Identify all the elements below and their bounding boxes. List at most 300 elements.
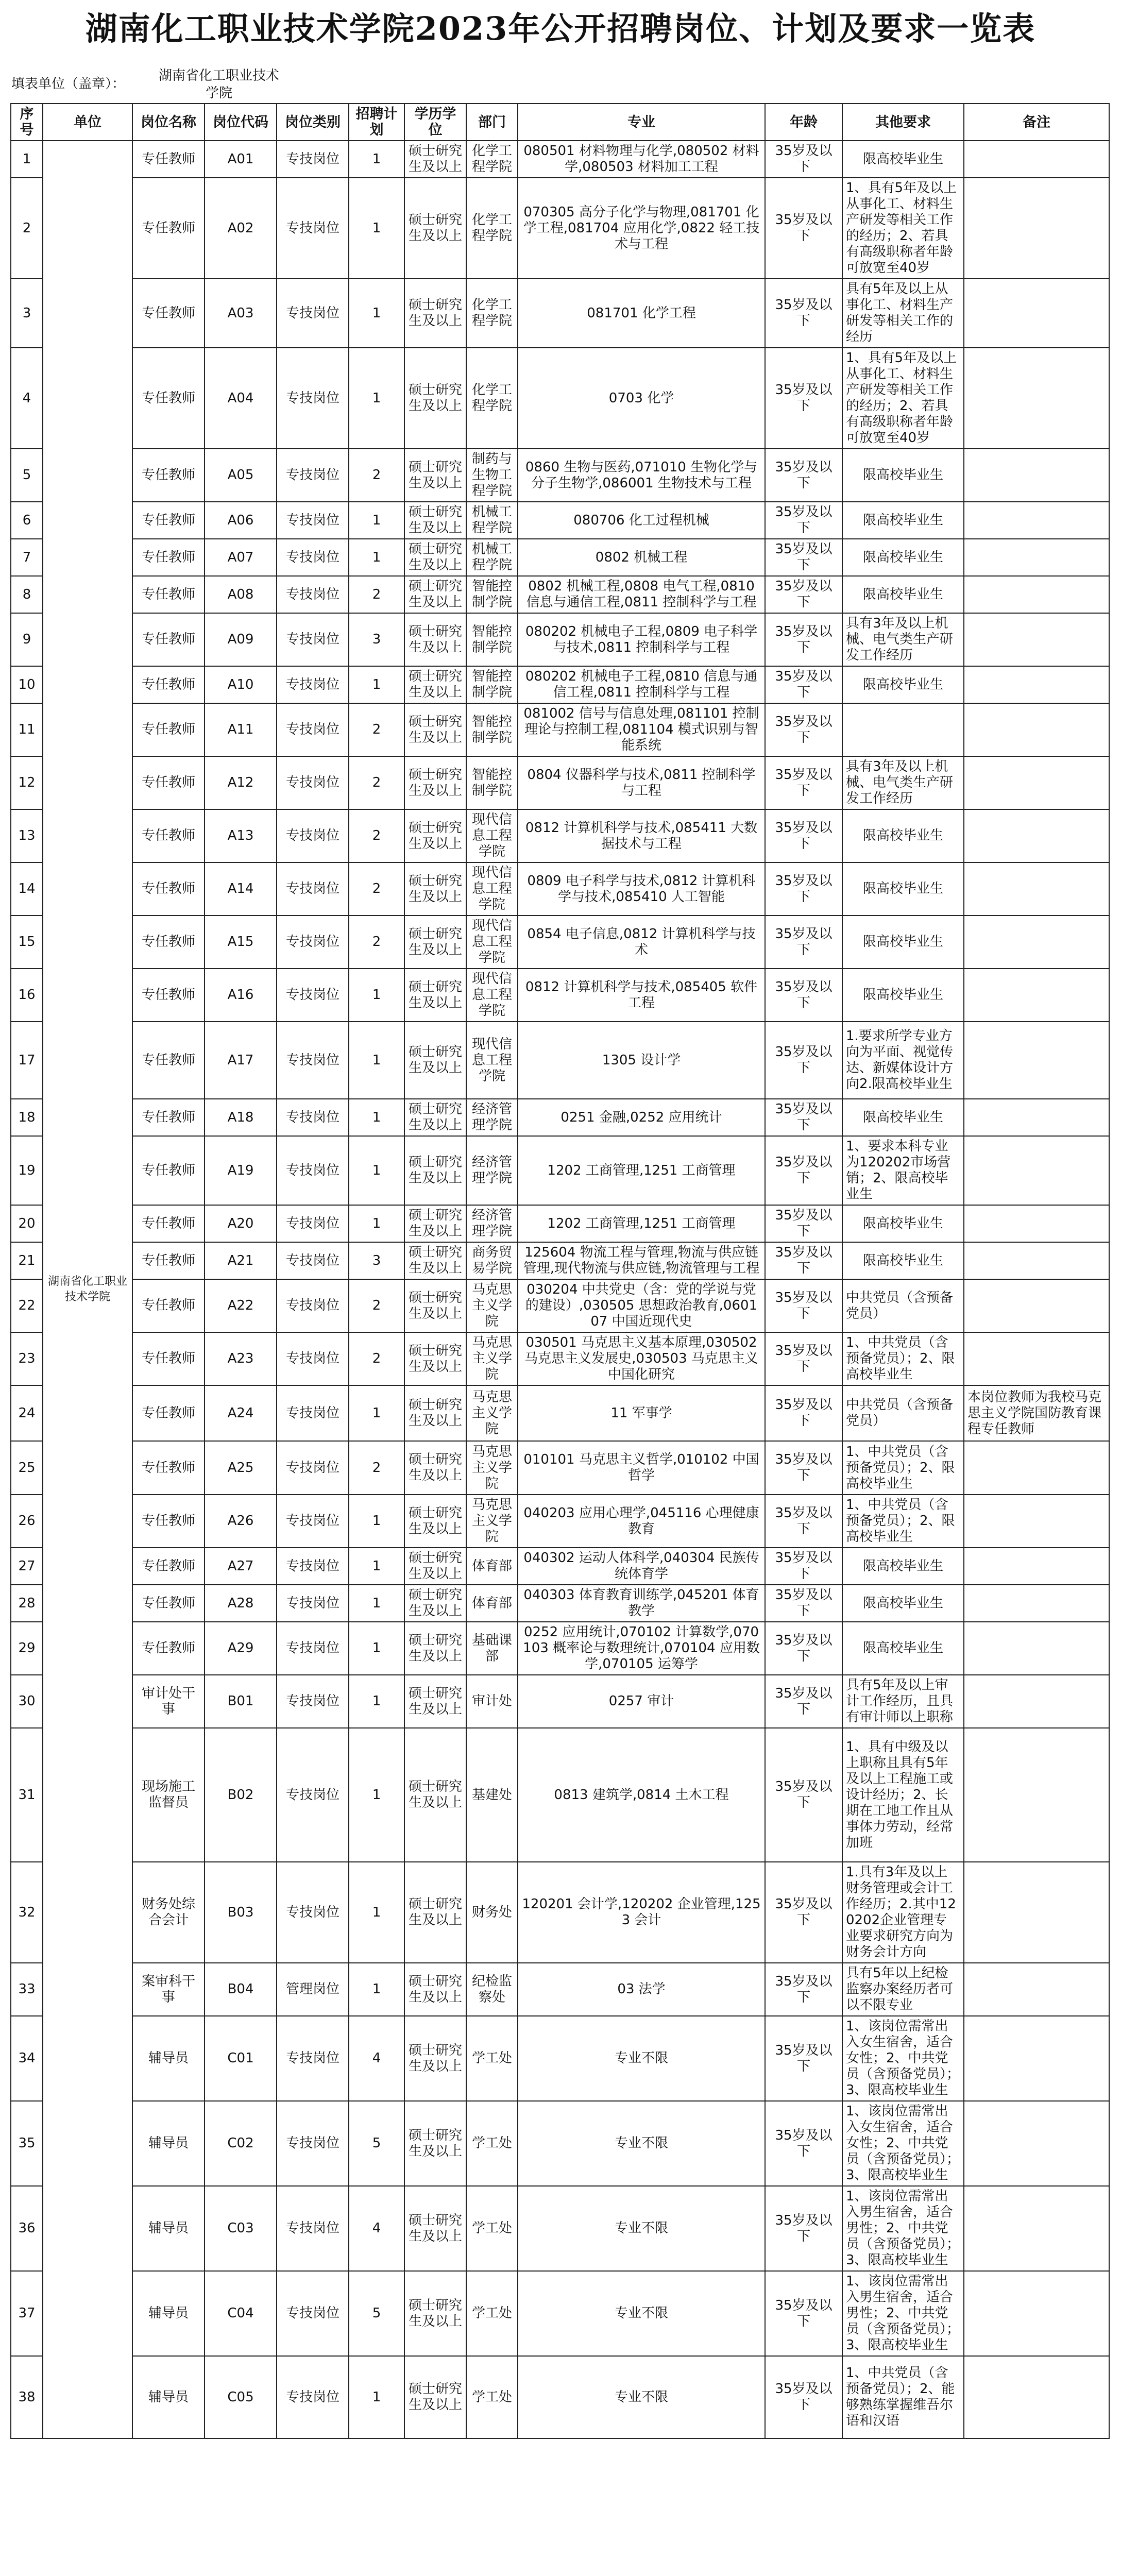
cell-row-number: 21 [11,1242,43,1279]
header-remarks: 备注 [964,104,1109,141]
cell-age: 35岁及以下 [765,1279,842,1332]
cell-age: 35岁及以下 [765,1242,842,1279]
cell-major: 125604 物流工程与管理,物流与供应链管理,现代物流与供应链,物流管理与工程 [518,1242,765,1279]
table-row [11,2186,1109,2271]
cell-post-name: 专任教师 [132,1205,205,1242]
cell-major: 080706 化工过程机械 [518,502,765,539]
cell-age: 35岁及以下 [765,1585,842,1622]
cell-major: 专业不限 [518,2101,765,2186]
cell-post-name: 专任教师 [132,1548,205,1585]
cell-plan-count: 1 [349,348,404,449]
cell-post-category: 专技岗位 [277,1495,349,1548]
cell-post-category: 专技岗位 [277,756,349,809]
cell-unit: 湖南省化工职业技术学院 [43,141,132,2438]
cell-row-number: 37 [11,2271,43,2356]
header-unit: 单位 [43,104,132,141]
cell-education: 硕士研究生及以上 [404,1022,466,1099]
cell-education: 硕士研究生及以上 [404,1548,466,1585]
cell-post-name: 专任教师 [132,969,205,1022]
cell-post-code: A24 [205,1385,277,1441]
cell-remarks [964,1963,1109,2016]
cell-age: 35岁及以下 [765,178,842,279]
header-post-name: 岗位名称 [132,104,205,141]
header-plan-count: 招聘计划 [349,104,404,141]
cell-post-name: 专任教师 [132,502,205,539]
cell-post-name: 专任教师 [132,666,205,703]
cell-remarks [964,666,1109,703]
cell-row-number: 11 [11,703,43,756]
header-department: 部门 [466,104,518,141]
cell-row-number: 30 [11,1675,43,1728]
table-row [11,178,1109,279]
header-row-number: 序号 [11,104,43,141]
cell-other-requirements: 1.具有3年及以上财务管理或会计工作经历；2.其中120202企业管理专业要求研究方向为财务会计方向 [842,1862,964,1963]
cell-remarks [964,1441,1109,1495]
cell-plan-count: 2 [349,1332,404,1385]
cell-post-code: A06 [205,502,277,539]
cell-major: 040302 运动人体科学,040304 民族传统体育学 [518,1548,765,1585]
cell-post-name: 专任教师 [132,1585,205,1622]
cell-other-requirements: 1、具有中级及以上职称且具有5年及以上工程施工或设计经历；2、长期在工地工作且从事体力劳动，经常加班 [842,1728,964,1862]
cell-remarks [964,2016,1109,2101]
cell-plan-count: 1 [349,539,404,576]
cell-row-number: 24 [11,1385,43,1441]
cell-post-code: A04 [205,348,277,449]
cell-major: 080202 机械电子工程,0810 信息与通信工程,0811 控制科学与工程 [518,666,765,703]
cell-other-requirements: 1.要求所学专业方向为平面、视觉传达、新媒体设计方向2.限高校毕业生 [842,1022,964,1099]
cell-post-name: 专任教师 [132,279,205,348]
cell-post-category: 专技岗位 [277,1205,349,1242]
cell-post-category: 专技岗位 [277,279,349,348]
cell-department: 化学工程学院 [466,348,518,449]
cell-plan-count: 3 [349,1242,404,1279]
header-age: 年龄 [765,104,842,141]
cell-major: 0802 机械工程 [518,539,765,576]
cell-post-code: A22 [205,1279,277,1332]
cell-major: 0860 生物与医药,071010 生物化学与分子生物学,086001 生物技术与工程 [518,449,765,502]
cell-education: 硕士研究生及以上 [404,1205,466,1242]
cell-education: 硕士研究生及以上 [404,862,466,916]
cell-post-code: A23 [205,1332,277,1385]
cell-department: 商务贸易学院 [466,1242,518,1279]
cell-other-requirements: 限高校毕业生 [842,1242,964,1279]
cell-other-requirements: 限高校毕业生 [842,576,964,613]
cell-education: 硕士研究生及以上 [404,178,466,279]
cell-remarks [964,1332,1109,1385]
cell-other-requirements: 限高校毕业生 [842,916,964,969]
cell-post-category: 专技岗位 [277,1675,349,1728]
table-row [11,666,1109,703]
table-row [11,1862,1109,1963]
cell-plan-count: 1 [349,1585,404,1622]
cell-education: 硕士研究生及以上 [404,2186,466,2271]
cell-department: 马克思主义学院 [466,1495,518,1548]
cell-major: 0812 计算机科学与技术,085405 软件工程 [518,969,765,1022]
cell-plan-count: 1 [349,141,404,178]
cell-post-category: 专技岗位 [277,1099,349,1136]
cell-plan-count: 1 [349,1022,404,1099]
cell-education: 硕士研究生及以上 [404,1585,466,1622]
cell-other-requirements: 限高校毕业生 [842,449,964,502]
cell-post-code: A09 [205,613,277,666]
cell-age: 35岁及以下 [765,539,842,576]
cell-education: 硕士研究生及以上 [404,539,466,576]
cell-post-category: 专技岗位 [277,703,349,756]
cell-post-name: 审计处干事 [132,1675,205,1728]
cell-major: 120201 会计学,120202 企业管理,1253 会计 [518,1862,765,1963]
cell-department: 马克思主义学院 [466,1279,518,1332]
cell-department: 体育部 [466,1585,518,1622]
cell-department: 化学工程学院 [466,141,518,178]
table-header-row [11,104,1109,141]
cell-post-code: C02 [205,2101,277,2186]
cell-age: 35岁及以下 [765,2186,842,2271]
cell-age: 35岁及以下 [765,1675,842,1728]
cell-post-category: 专技岗位 [277,1585,349,1622]
cell-remarks [964,1279,1109,1332]
cell-post-category: 专技岗位 [277,576,349,613]
cell-department: 学工处 [466,2356,518,2438]
table-row [11,2271,1109,2356]
cell-post-code: A27 [205,1548,277,1585]
cell-age: 35岁及以下 [765,449,842,502]
cell-education: 硕士研究生及以上 [404,703,466,756]
cell-other-requirements: 1、要求本科专业为120202市场营销；2、限高校毕业生 [842,1136,964,1205]
cell-other-requirements: 限高校毕业生 [842,539,964,576]
cell-department: 体育部 [466,1548,518,1585]
cell-remarks [964,862,1109,916]
cell-post-code: A25 [205,1441,277,1495]
cell-remarks [964,756,1109,809]
cell-post-code: A20 [205,1205,277,1242]
cell-age: 35岁及以下 [765,1548,842,1585]
cell-education: 硕士研究生及以上 [404,2016,466,2101]
cell-major: 0802 机械工程,0808 电气工程,0810 信息与通信工程,0811 控制科学与工程 [518,576,765,613]
cell-post-name: 专任教师 [132,449,205,502]
cell-education: 硕士研究生及以上 [404,1136,466,1205]
cell-row-number: 27 [11,1548,43,1585]
cell-row-number: 6 [11,502,43,539]
cell-post-category: 专技岗位 [277,2101,349,2186]
cell-age: 35岁及以下 [765,1441,842,1495]
cell-row-number: 4 [11,348,43,449]
table-row [11,862,1109,916]
cell-major: 0251 金融,0252 应用统计 [518,1099,765,1136]
cell-age: 35岁及以下 [765,2356,842,2438]
cell-plan-count: 1 [349,2356,404,2438]
cell-row-number: 33 [11,1963,43,2016]
table-row [11,809,1109,862]
table-row [11,1022,1109,1099]
cell-remarks [964,2186,1109,2271]
cell-department: 现代信息工程学院 [466,916,518,969]
cell-age: 35岁及以下 [765,1622,842,1675]
cell-post-name: 专任教师 [132,141,205,178]
cell-row-number: 3 [11,279,43,348]
cell-education: 硕士研究生及以上 [404,1385,466,1441]
cell-post-code: A02 [205,178,277,279]
cell-row-number: 15 [11,916,43,969]
cell-other-requirements: 1、该岗位需常出入男生宿舍，适合男性；2、中共党员（含预备党员）；3、限高校毕业生 [842,2186,964,2271]
cell-department: 制药与生物工程学院 [466,449,518,502]
cell-post-code: C03 [205,2186,277,2271]
cell-row-number: 31 [11,1728,43,1862]
cell-remarks [964,1495,1109,1548]
cell-education: 硕士研究生及以上 [404,1622,466,1675]
cell-department: 学工处 [466,2271,518,2356]
table-row [11,1675,1109,1728]
header-other-requirements: 其他要求 [842,104,964,141]
cell-remarks [964,2101,1109,2186]
cell-row-number: 32 [11,1862,43,1963]
cell-other-requirements: 1、中共党员（含预备党员）；2、能够熟练掌握维吾尔语和汉语 [842,2356,964,2438]
cell-post-name: 专任教师 [132,1385,205,1441]
cell-remarks [964,502,1109,539]
cell-age: 35岁及以下 [765,2101,842,2186]
cell-education: 硕士研究生及以上 [404,576,466,613]
cell-remarks [964,1205,1109,1242]
cell-major: 081002 信号与信息处理,081101 控制理论与控制工程,081104 模式识别与智能系统 [518,703,765,756]
cell-plan-count: 2 [349,756,404,809]
cell-department: 财务处 [466,1862,518,1963]
cell-remarks [964,1136,1109,1205]
cell-other-requirements: 具有5年及以上审计工作经历，且具有审计师以上职称 [842,1675,964,1728]
table-row [11,969,1109,1022]
table-row [11,1136,1109,1205]
cell-education: 硕士研究生及以上 [404,1099,466,1136]
cell-post-code: A26 [205,1495,277,1548]
cell-age: 35岁及以下 [765,576,842,613]
cell-age: 35岁及以下 [765,502,842,539]
recruitment-table [10,103,1110,2439]
cell-plan-count: 2 [349,576,404,613]
cell-major: 0252 应用统计,070102 计算数学,070103 概率论与数理统计,070104 应用数学,070105 运筹学 [518,1622,765,1675]
cell-major: 1202 工商管理,1251 工商管理 [518,1136,765,1205]
cell-row-number: 9 [11,613,43,666]
cell-education: 硕士研究生及以上 [404,2356,466,2438]
cell-department: 智能控制学院 [466,613,518,666]
cell-department: 智能控制学院 [466,703,518,756]
cell-age: 35岁及以下 [765,1022,842,1099]
cell-remarks [964,1022,1109,1099]
cell-age: 35岁及以下 [765,2016,842,2101]
cell-remarks [964,576,1109,613]
cell-post-category: 专技岗位 [277,2016,349,2101]
cell-major: 专业不限 [518,2186,765,2271]
cell-plan-count: 2 [349,809,404,862]
cell-age: 35岁及以下 [765,756,842,809]
cell-row-number: 18 [11,1099,43,1136]
cell-post-name: 辅导员 [132,2271,205,2356]
cell-post-name: 专任教师 [132,916,205,969]
cell-plan-count: 1 [349,1728,404,1862]
cell-post-category: 专技岗位 [277,862,349,916]
cell-post-code: C01 [205,2016,277,2101]
cell-education: 硕士研究生及以上 [404,1279,466,1332]
cell-other-requirements: 1、具有5年及以上从事化工、材料生产研发等相关工作的经历；2、若具有高级职称者年龄可放宽至40岁 [842,178,964,279]
cell-post-category: 专技岗位 [277,348,349,449]
table-row [11,1332,1109,1385]
cell-remarks [964,969,1109,1022]
cell-post-code: A07 [205,539,277,576]
cell-other-requirements: 限高校毕业生 [842,1585,964,1622]
cell-plan-count: 2 [349,1279,404,1332]
table-row [11,1548,1109,1585]
cell-post-category: 专技岗位 [277,539,349,576]
cell-remarks [964,449,1109,502]
header-major: 专业 [518,104,765,141]
cell-post-category: 专技岗位 [277,809,349,862]
cell-post-code: B01 [205,1675,277,1728]
cell-other-requirements: 1、中共党员（含预备党员）；2、限高校毕业生 [842,1495,964,1548]
table-row [11,141,1109,178]
cell-education: 硕士研究生及以上 [404,1495,466,1548]
cell-education: 硕士研究生及以上 [404,1963,466,2016]
cell-plan-count: 1 [349,1495,404,1548]
cell-post-category: 专技岗位 [277,969,349,1022]
cell-education: 硕士研究生及以上 [404,502,466,539]
cell-education: 硕士研究生及以上 [404,2271,466,2356]
cell-post-category: 专技岗位 [277,613,349,666]
cell-post-name: 现场施工监督员 [132,1728,205,1862]
cell-post-category: 专技岗位 [277,1136,349,1205]
cell-education: 硕士研究生及以上 [404,279,466,348]
cell-post-code: A14 [205,862,277,916]
cell-remarks [964,1862,1109,1963]
cell-plan-count: 2 [349,1441,404,1495]
page-title: 湖南化工职业技术学院2023年公开招聘岗位、计划及要求一览表 [85,10,1036,47]
cell-post-category: 专技岗位 [277,449,349,502]
cell-post-code: A01 [205,141,277,178]
cell-row-number: 26 [11,1495,43,1548]
cell-major: 0812 计算机科学与技术,085411 大数据技术与工程 [518,809,765,862]
cell-plan-count: 1 [349,279,404,348]
cell-other-requirements [842,703,964,756]
cell-plan-count: 1 [349,1548,404,1585]
cell-department: 学工处 [466,2016,518,2101]
cell-post-name: 专任教师 [132,1495,205,1548]
cell-other-requirements: 1、该岗位需常出入女生宿舍，适合女性；2、中共党员（含预备党员）；3、限高校毕业生 [842,2016,964,2101]
cell-department: 基础课部 [466,1622,518,1675]
cell-post-code: A11 [205,703,277,756]
cell-age: 35岁及以下 [765,666,842,703]
cell-other-requirements: 1、该岗位需常出入女生宿舍，适合女性；2、中共党员（含预备党员）；3、限高校毕业生 [842,2101,964,2186]
cell-remarks [964,279,1109,348]
cell-plan-count: 1 [349,1099,404,1136]
cell-post-name: 专任教师 [132,862,205,916]
cell-other-requirements: 限高校毕业生 [842,1099,964,1136]
cell-post-code: A10 [205,666,277,703]
cell-other-requirements: 中共党员（含预备党员） [842,1279,964,1332]
cell-education: 硕士研究生及以上 [404,1441,466,1495]
table-row [11,539,1109,576]
cell-post-code: A17 [205,1022,277,1099]
cell-major: 010101 马克思主义哲学,010102 中国哲学 [518,1441,765,1495]
cell-plan-count: 1 [349,1205,404,1242]
cell-row-number: 28 [11,1585,43,1622]
cell-major: 080202 机械电子工程,0809 电子科学与技术,0811 控制科学与工程 [518,613,765,666]
header-education: 学历学位 [404,104,466,141]
table-row [11,613,1109,666]
cell-post-category: 专技岗位 [277,141,349,178]
cell-department: 智能控制学院 [466,756,518,809]
cell-major: 030501 马克思主义基本原理,030502 马克思主义发展史,030503 马克思主义中国化研究 [518,1332,765,1385]
cell-row-number: 25 [11,1441,43,1495]
cell-age: 35岁及以下 [765,969,842,1022]
cell-department: 现代信息工程学院 [466,969,518,1022]
cell-plan-count: 4 [349,2016,404,2101]
cell-education: 硕士研究生及以上 [404,141,466,178]
cell-remarks [964,1675,1109,1728]
cell-education: 硕士研究生及以上 [404,449,466,502]
table-row [11,1279,1109,1332]
cell-department: 智能控制学院 [466,576,518,613]
cell-plan-count: 1 [349,1862,404,1963]
table-row [11,1205,1109,1242]
cell-remarks [964,2356,1109,2438]
cell-post-category: 专技岗位 [277,2356,349,2438]
table-row [11,2356,1109,2438]
cell-post-name: 专任教师 [132,703,205,756]
cell-department: 马克思主义学院 [466,1385,518,1441]
cell-age: 35岁及以下 [765,1332,842,1385]
cell-plan-count: 1 [349,1385,404,1441]
cell-row-number: 2 [11,178,43,279]
cell-major: 0809 电子科学与技术,0812 计算机科学与技术,085410 人工智能 [518,862,765,916]
cell-education: 硕士研究生及以上 [404,756,466,809]
cell-education: 硕士研究生及以上 [404,613,466,666]
cell-remarks [964,1099,1109,1136]
cell-row-number: 1 [11,141,43,178]
cell-row-number: 34 [11,2016,43,2101]
cell-age: 35岁及以下 [765,613,842,666]
cell-other-requirements: 1、该岗位需常出入男生宿舍，适合男性；2、中共党员（含预备党员）；3、限高校毕业生 [842,2271,964,2356]
cell-department: 纪检监察处 [466,1963,518,2016]
table-row [11,1622,1109,1675]
cell-education: 硕士研究生及以上 [404,1728,466,1862]
cell-remarks [964,1622,1109,1675]
table-row [11,1963,1109,2016]
cell-other-requirements: 限高校毕业生 [842,969,964,1022]
cell-department: 学工处 [466,2186,518,2271]
cell-post-code: A21 [205,1242,277,1279]
cell-age: 35岁及以下 [765,279,842,348]
cell-post-category: 专技岗位 [277,666,349,703]
cell-major: 1202 工商管理,1251 工商管理 [518,1205,765,1242]
cell-post-name: 专任教师 [132,1136,205,1205]
cell-other-requirements: 具有3年及以上机械、电气类生产研发工作经历 [842,756,964,809]
cell-other-requirements: 1、具有5年及以上从事化工、材料生产研发等相关工作的经历；2、若具有高级职称者年龄可放宽至40岁 [842,348,964,449]
cell-other-requirements: 具有3年及以上机械、电气类生产研发工作经历 [842,613,964,666]
cell-education: 硕士研究生及以上 [404,1242,466,1279]
cell-row-number: 14 [11,862,43,916]
cell-major: 030204 中共党史（含：党的学说与党的建设）,030505 思想政治教育,060107 中国近现代史 [518,1279,765,1332]
cell-post-category: 专技岗位 [277,178,349,279]
cell-other-requirements: 限高校毕业生 [842,666,964,703]
cell-education: 硕士研究生及以上 [404,916,466,969]
cell-other-requirements: 限高校毕业生 [842,1548,964,1585]
cell-major: 11 军事学 [518,1385,765,1441]
cell-row-number: 16 [11,969,43,1022]
cell-age: 35岁及以下 [765,141,842,178]
cell-post-code: C04 [205,2271,277,2356]
cell-other-requirements: 限高校毕业生 [842,1622,964,1675]
cell-post-category: 专技岗位 [277,916,349,969]
cell-major: 专业不限 [518,2356,765,2438]
cell-post-code: A28 [205,1585,277,1622]
table-row [11,2101,1109,2186]
cell-major: 0257 审计 [518,1675,765,1728]
